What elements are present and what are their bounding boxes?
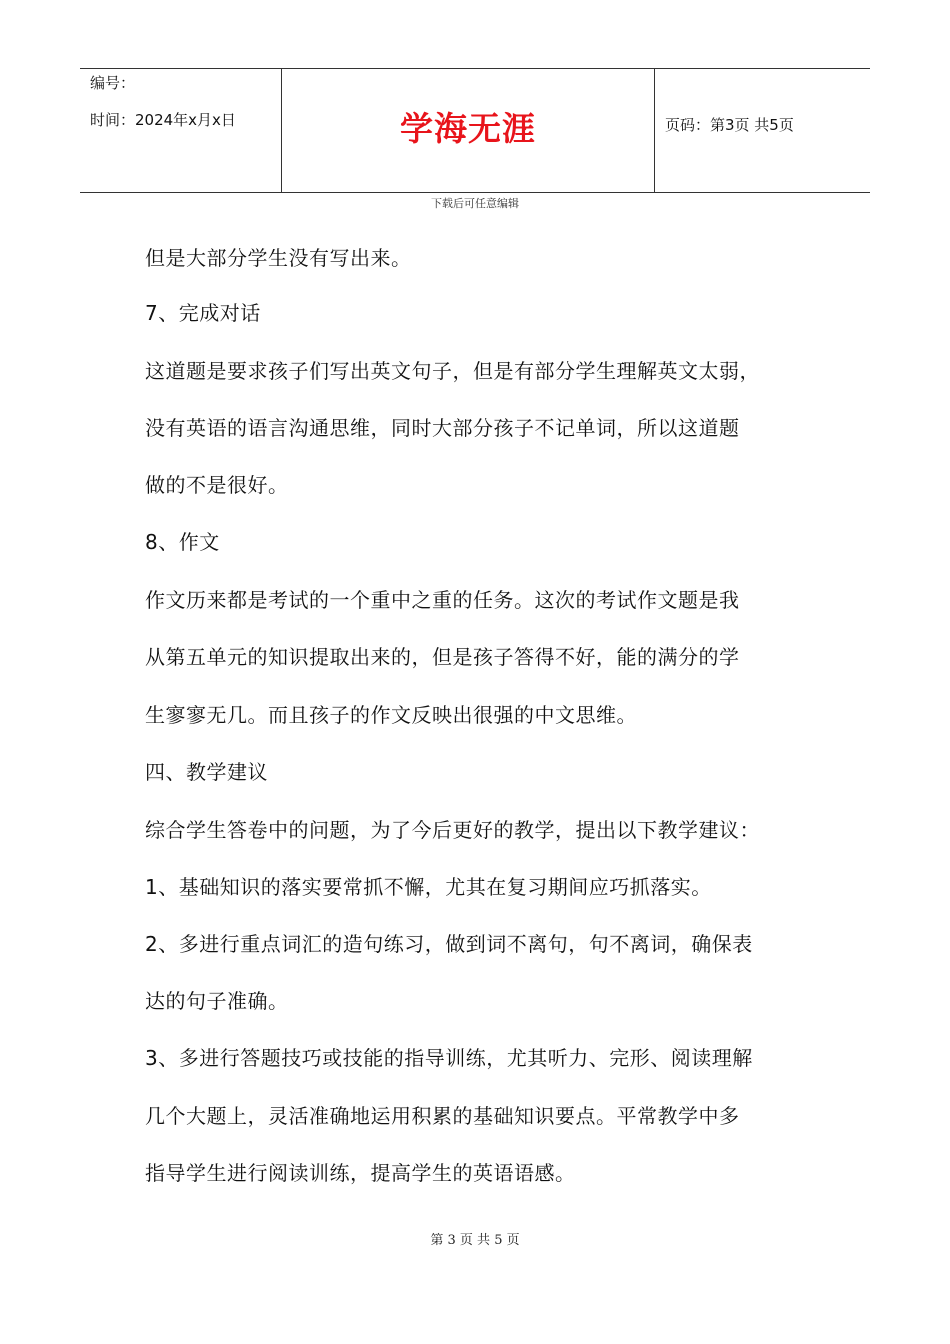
date-label: 时间：2024年x月x日: [90, 111, 236, 129]
body-line: 几个大题上，灵活准确地运用积累的基础知识要点。平常教学中多: [145, 1104, 740, 1128]
body-line: 指导学生进行阅读训练，提高学生的英语语感。: [145, 1161, 576, 1185]
section-heading: 四、教学建议: [145, 760, 268, 784]
section-heading: 8、作文: [145, 530, 220, 554]
body-line: 达的句子准确。: [145, 989, 289, 1013]
body-line: 1、基础知识的落实要常抓不懈，尤其在复习期间应巧抓落实。: [145, 875, 712, 899]
page-info: 页码：第3页 共5页: [665, 116, 794, 134]
number-label: 编号：: [90, 74, 136, 92]
body-line: 没有英语的语言沟通思维，同时大部分孩子不记单词，所以这道题: [145, 416, 740, 440]
body-line: 作文历来都是考试的一个重中之重的任务。这次的考试作文题是我: [145, 588, 740, 612]
brand-title: 学海无涯: [400, 109, 536, 148]
header-middle-cell: [282, 69, 655, 192]
body-line: 但是大部分学生没有写出来。: [145, 246, 412, 270]
edit-note: 下载后可任意编辑: [431, 197, 519, 210]
header-left-cell: [80, 69, 282, 192]
page-footer: 第 3 页 共 5 页: [430, 1233, 520, 1248]
body-line: 做的不是很好。: [145, 473, 289, 497]
body-line: 2、多进行重点词汇的造句练习，做到词不离句，句不离词，确保表: [145, 932, 753, 956]
body-line: 从第五单元的知识提取出来的，但是孩子答得不好，能的满分的学: [145, 645, 740, 669]
section-heading: 7、完成对话: [145, 301, 261, 325]
body-line: 生寥寥无几。而且孩子的作文反映出很强的中文思维。: [145, 703, 637, 727]
document-header: [80, 68, 870, 193]
header-right-cell: [655, 69, 870, 192]
body-line: 这道题是要求孩子们写出英文句子，但是有部分学生理解英文太弱，: [145, 359, 760, 383]
body-line: 综合学生答卷中的问题，为了今后更好的教学，提出以下教学建议：: [145, 818, 760, 842]
body-line: 3、多进行答题技巧或技能的指导训练，尤其听力、完形、阅读理解: [145, 1046, 753, 1070]
